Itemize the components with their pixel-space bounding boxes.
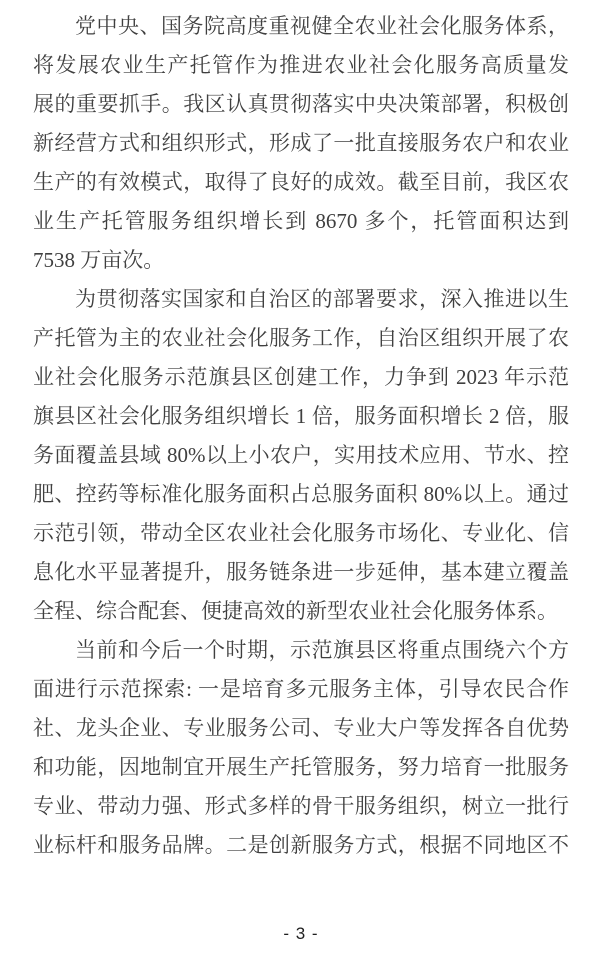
text-line: 为贯彻落实国家和自治区的部署要求，深入推进以生 xyxy=(75,287,569,311)
text-line: 肥、控药等标准化服务面积占总服务面积 80%以上。通过 xyxy=(33,482,569,506)
text-line: 业社会化服务示范旗县区创建工作，力争到 2023 年示范 xyxy=(33,365,569,389)
text-line: 业标杆和服务品牌。二是创新服务方式，根据不同地区不 xyxy=(33,833,569,857)
paragraph xyxy=(33,631,569,865)
text-line: 业生产托管服务组织增长到 8670 多个，托管面积达到 xyxy=(33,209,569,233)
paragraph xyxy=(33,7,569,280)
text-line: 生产的有效模式，取得了良好的成效。截至目前，我区农 xyxy=(33,170,569,194)
text-line: 全程、综合配套、便捷高效的新型农业社会化服务体系。 xyxy=(33,599,558,623)
text-line: 7538 万亩次。 xyxy=(33,248,165,272)
paragraph xyxy=(33,280,569,631)
text-line: 产托管为主的农业社会化服务工作，自治区组织开展了农 xyxy=(33,326,569,350)
text-line: 和功能，因地制宜开展生产托管服务，努力培育一批服务 xyxy=(33,755,569,779)
text-line: 展的重要抓手。我区认真贯彻落实中央决策部署，积极创 xyxy=(33,92,569,116)
text-line: 当前和今后一个时期，示范旗县区将重点围绕六个方 xyxy=(75,638,569,662)
text-line: 息化水平显著提升，服务链条进一步延伸，基本建立覆盖 xyxy=(33,560,569,584)
text-line: 务面覆盖县域 80%以上小农户，实用技术应用、节水、控 xyxy=(33,443,569,467)
text-line: 社、龙头企业、专业服务公司、专业大户等发挥各自优势 xyxy=(33,716,569,740)
text-line: 示范引领，带动全区农业社会化服务市场化、专业化、信 xyxy=(33,521,569,545)
text-line: 新经营方式和组织形式，形成了一批直接服务农户和农业 xyxy=(33,131,569,155)
text-line: 专业、带动力强、形式多样的骨干服务组织，树立一批行 xyxy=(33,794,569,818)
text-line: 将发展农业生产托管作为推进农业社会化服务高质量发 xyxy=(33,53,569,77)
text-line: 旗县区社会化服务组织增长 1 倍，服务面积增长 2 倍，服 xyxy=(33,404,569,428)
text-line: 党中央、国务院高度重视健全农业社会化服务体系， xyxy=(75,14,569,38)
page-number: - 3 - xyxy=(283,924,319,943)
document-body xyxy=(33,7,569,865)
text-line: 面进行示范探索: 一是培育多元服务主体，引导农民合作 xyxy=(33,677,569,701)
